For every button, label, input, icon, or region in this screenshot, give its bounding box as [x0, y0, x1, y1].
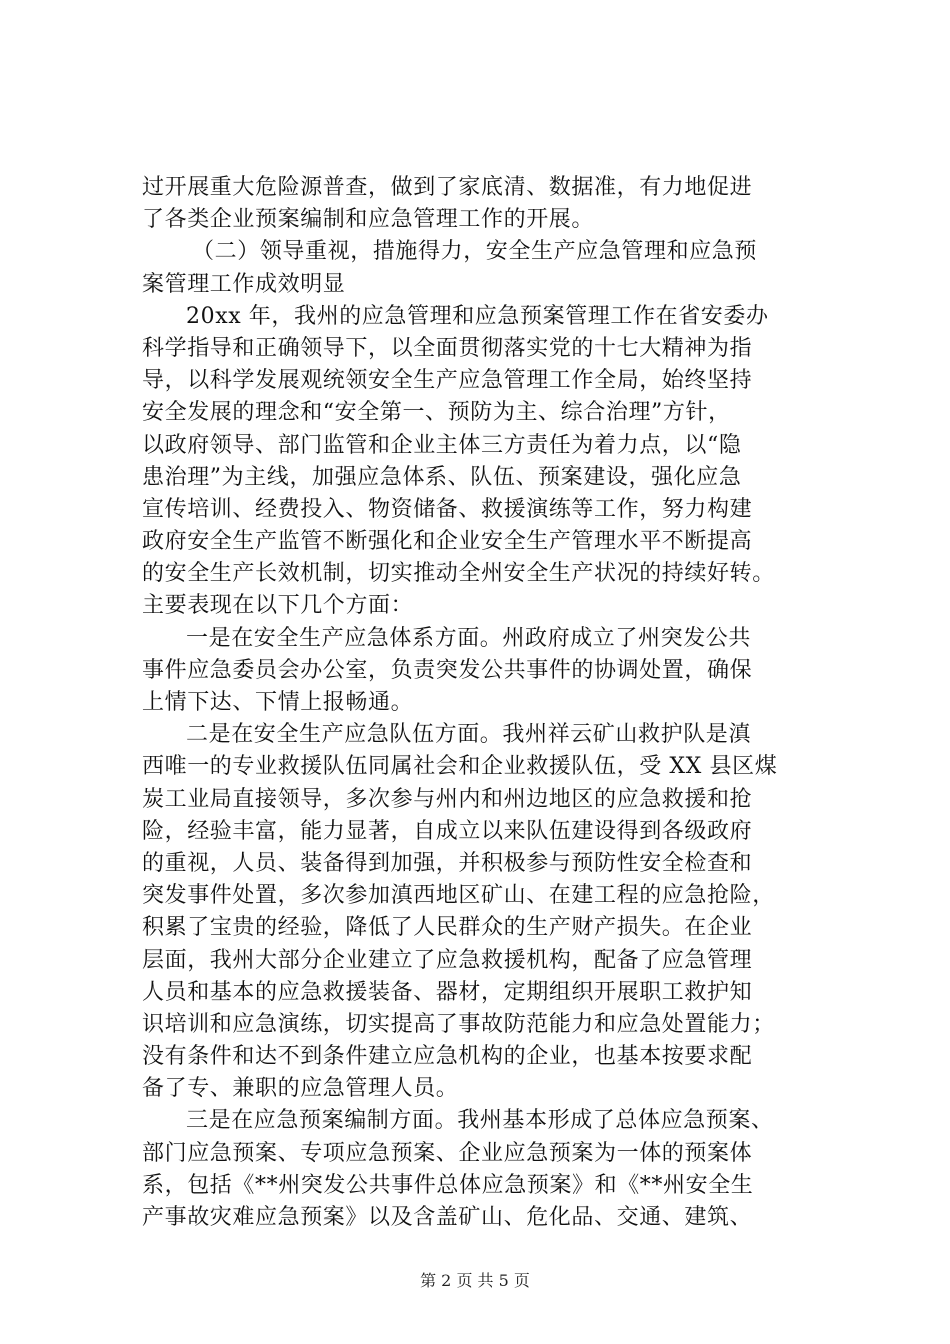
- document-body: [142, 172, 832, 1234]
- text-line: 过开展重大危险源普查，做到了家底清、数据准，有力地促进: [142, 175, 753, 200]
- text-line: 没有条件和达不到条件建立应急机构的企业，也基本按要求配: [142, 1044, 753, 1070]
- text-line: 三是在应急预案编制方面。我州基本形成了总体应急预案、: [186, 1108, 774, 1134]
- text-line: 20xx 年，我州的应急管理和应急预案管理工作在省安委办: [186, 303, 769, 329]
- text-line: 的安全生产长效机制，切实推动全州安全生产状况的持续好转。: [142, 561, 775, 587]
- text-line: 西唯一的专业救援队伍同属社会和企业救援队伍，受 XX 县区煤: [142, 754, 778, 780]
- page-footer: [0, 1268, 950, 1291]
- text-line: 突发事件处置，多次参加滇西地区矿山、在建工程的应急抢险，: [142, 883, 775, 909]
- text-line: 一是在安全生产应急体系方面。州政府成立了州突发公共: [186, 625, 752, 651]
- text-line: 导，以科学发展观统领安全生产应急管理工作全局，始终坚持: [142, 368, 753, 394]
- text-line: 主要表现在以下几个方面：: [142, 593, 414, 619]
- text-line: 系，包括《**州突发公共事件总体应急预案》和《**州安全生: [142, 1172, 754, 1198]
- text-line: 科学指导和正确领导下，以全面贯彻落实党的十七大精神为指: [142, 335, 753, 361]
- text-line: 识培训和应急演练，切实提高了事故防范能力和应急处置能力；: [142, 1011, 775, 1037]
- text-line: 了各类企业预案编制和应急管理工作的开展。: [142, 207, 595, 233]
- text-line: 的重视，人员、装备得到加强，并积极参与预防性安全检查和: [142, 850, 753, 876]
- page-number: 第 2 页 共 5 页: [420, 1271, 530, 1290]
- text-line: 患治理”为主线，加强应急体系、队伍、预案建设，强化应急: [142, 464, 742, 490]
- text-line: 上情下达、下情上报畅通。: [142, 690, 414, 715]
- text-line: 产事故灾难应急预案》以及含盖矿山、危化品、交通、建筑、: [142, 1205, 753, 1230]
- text-line: 层面，我州大部分企业建立了应急救援机构，配备了应急管理: [142, 947, 753, 973]
- text-line: 宣传培训、经费投入、物资储备、救援演练等工作，努力构建: [142, 496, 753, 522]
- text-line: 政府安全生产监管不断强化和企业安全生产管理水平不断提高: [142, 529, 753, 555]
- text-line: 积累了宝贵的经验，降低了人民群众的生产财产损失。在企业: [142, 915, 753, 941]
- text-line: （二）领导重视，措施得力，安全生产应急管理和应急预: [192, 239, 758, 265]
- text-line: 部门应急预案、专项应急预案、企业应急预案为一体的预案体: [142, 1140, 753, 1166]
- text-line: 炭工业局直接领导，多次参与州内和州边地区的应急救援和抢: [142, 786, 753, 812]
- text-line: 二是在安全生产应急队伍方面。我州祥云矿山救护队是滇: [186, 722, 752, 748]
- text-line: 事件应急委员会办公室，负责突发公共事件的协调处置，确保: [142, 657, 753, 683]
- text-line: 人员和基本的应急救援装备、器材，定期组织开展职工救护知: [142, 979, 753, 1005]
- text-line: 案管理工作成效明显: [142, 271, 346, 297]
- text-line: 备了专、兼职的应急管理人员。: [142, 1076, 459, 1102]
- text-line: 以政府领导、部门监管和企业主体三方责任为着力点，以“隐: [142, 432, 742, 458]
- text-line: 安全发展的理念和“安全第一、预防为主、综合治理”方针，: [142, 400, 731, 426]
- text-line: 险，经验丰富，能力显著，自成立以来队伍建设得到各级政府: [142, 818, 753, 844]
